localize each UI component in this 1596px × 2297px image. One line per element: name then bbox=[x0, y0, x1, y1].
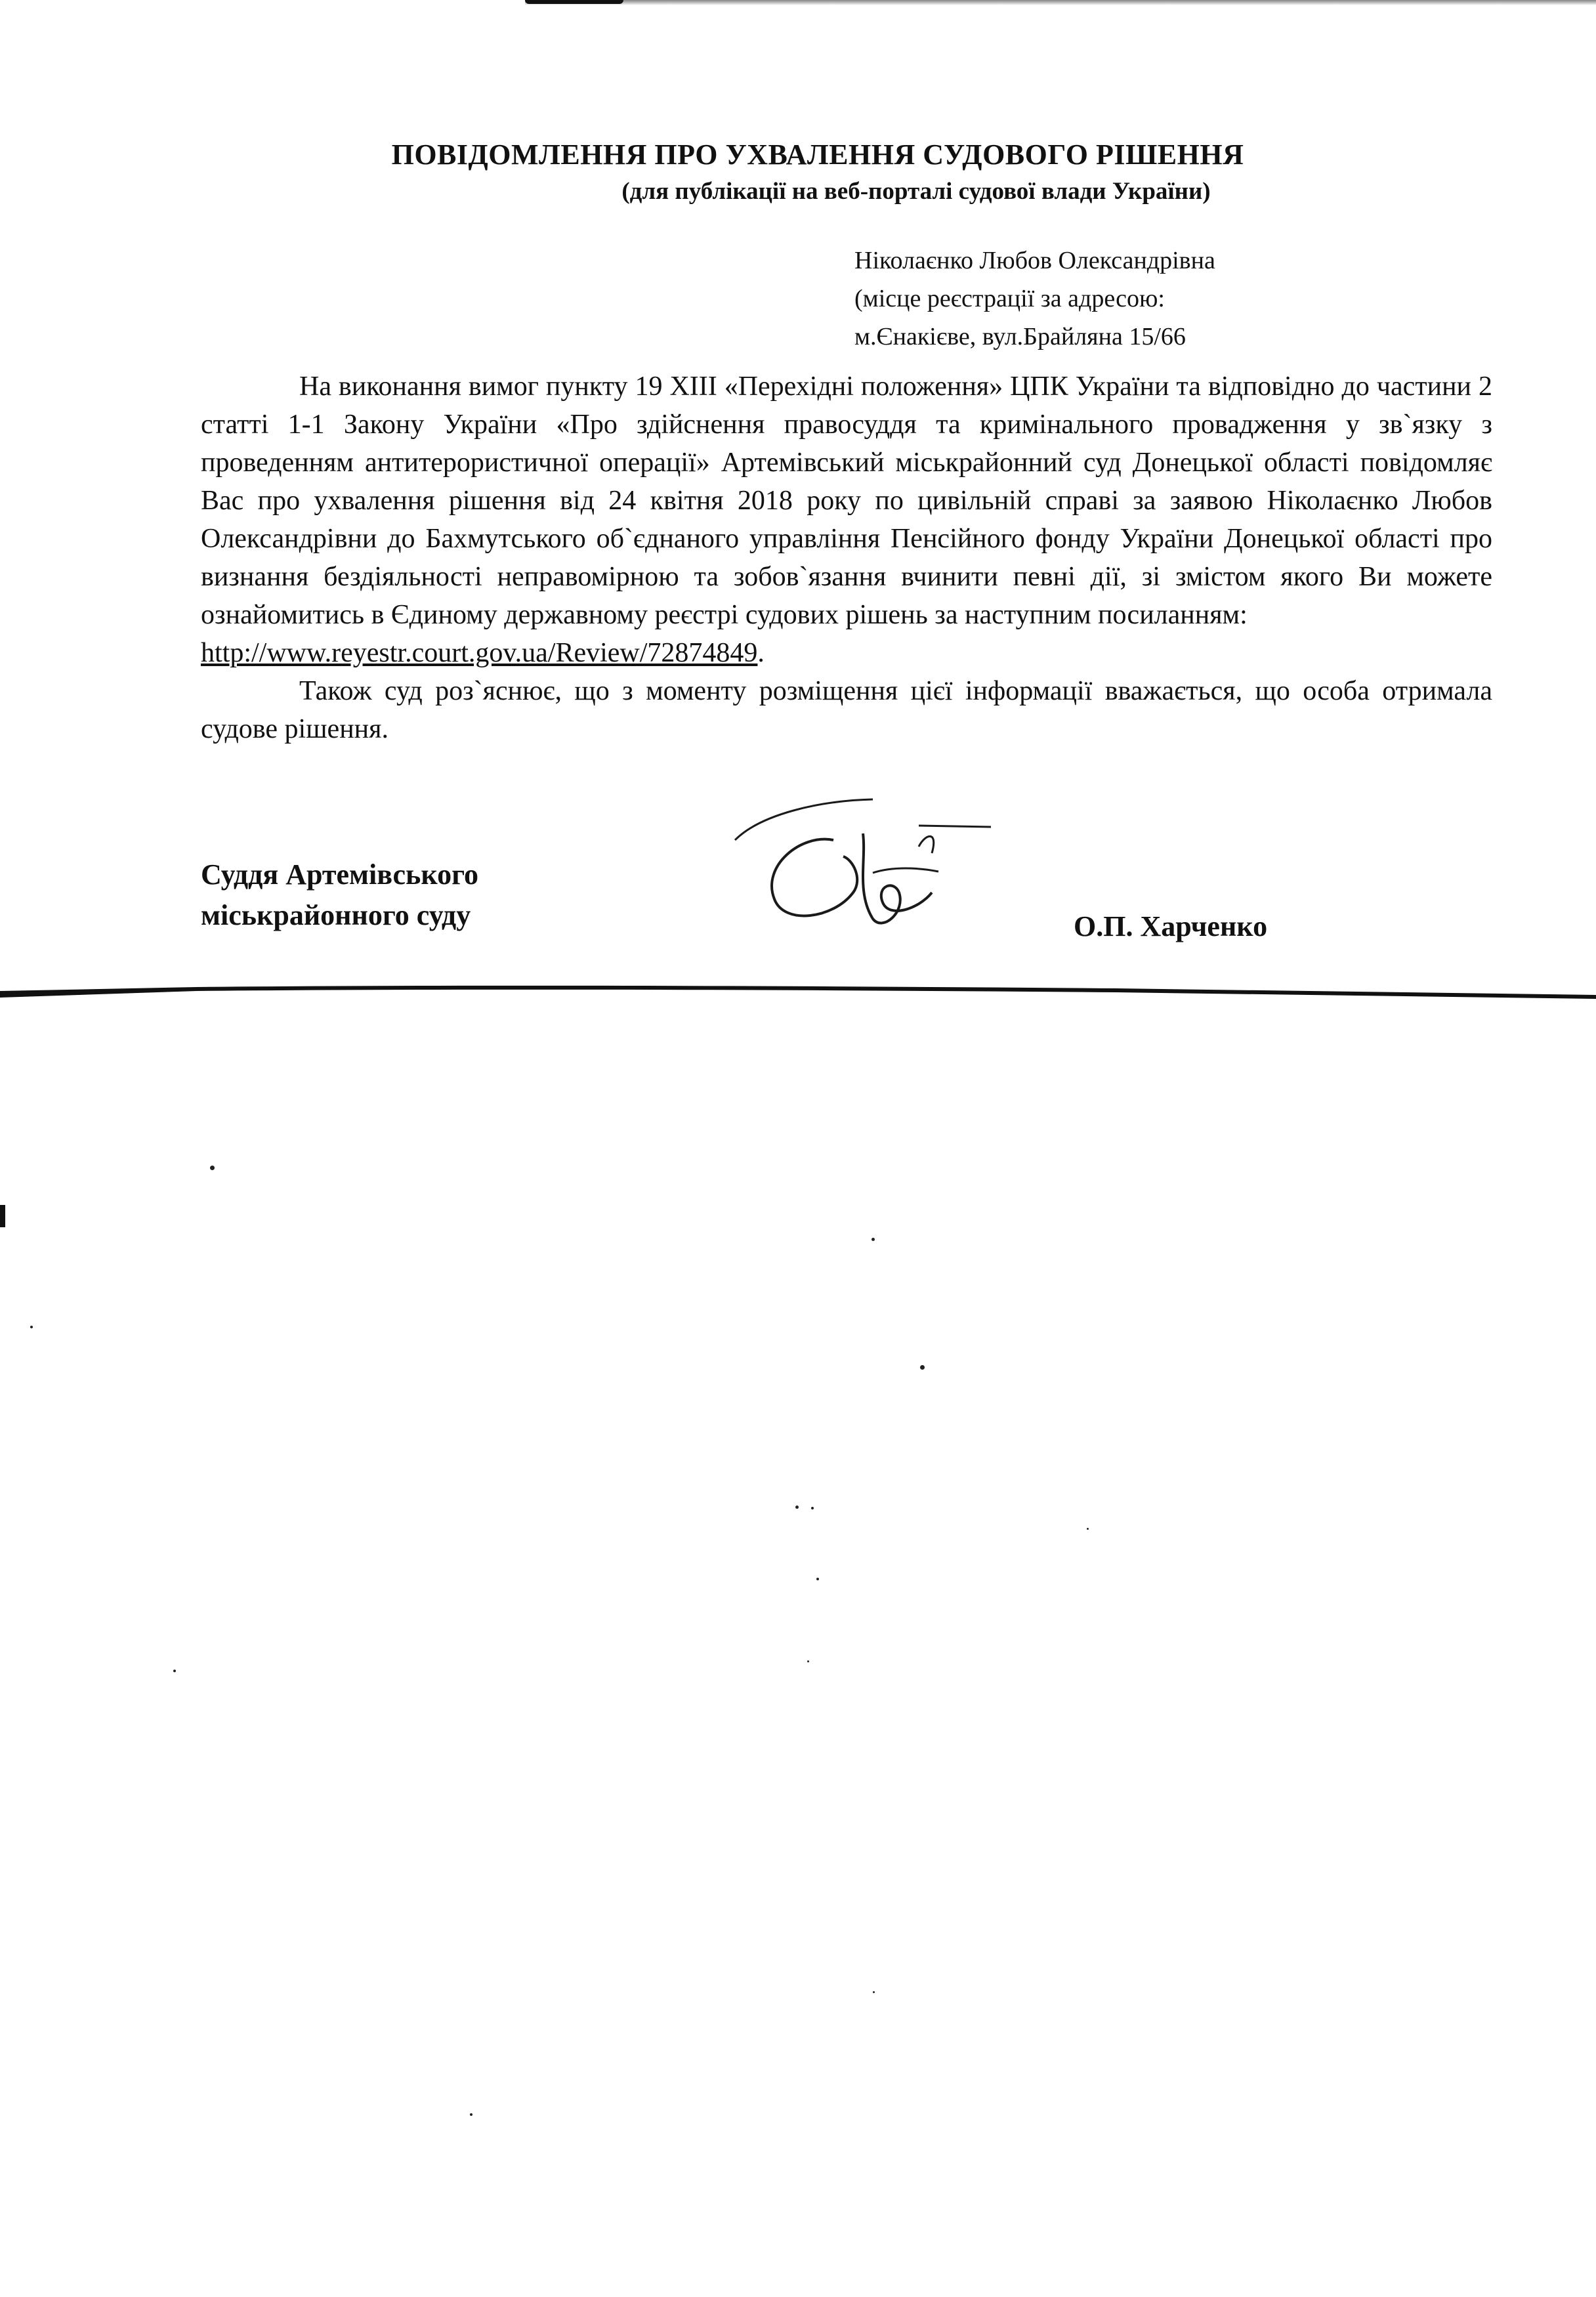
judge-signature-block bbox=[201, 854, 478, 936]
judge-title-line-1: Суддя Артемівського bbox=[201, 858, 478, 891]
body-paragraph-1 bbox=[201, 368, 1492, 672]
handwritten-signature bbox=[722, 794, 998, 952]
scan-speck bbox=[173, 1670, 176, 1672]
document-title: ПОВІДОМЛЕННЯ ПРО УХВАЛЕННЯ СУДОВОГО РІШЕННЯ bbox=[391, 138, 1244, 171]
scan-speck bbox=[872, 1238, 875, 1241]
page-fold-line bbox=[0, 971, 1596, 1011]
link-suffix: . bbox=[757, 638, 765, 668]
scan-speck bbox=[795, 1506, 799, 1509]
judge-title-line-2: міськрайонного суду bbox=[201, 899, 471, 931]
scan-speck bbox=[816, 1578, 819, 1580]
scan-speck bbox=[920, 1365, 925, 1370]
paragraph-1-text: На виконання вимог пункту 19 ХІІІ «Перехідні положення» ЦПК України та відповідно до частини 2 статті 1-1 Закону України «Про здійснення правосуддя та кримінального провадження у зв`язку з проведенням антитерористичної операції» Артемівський міськрайонний суд Донецької області повідомляє Вас про ухвалення рішення від 24 квітня 2018 року по цивільній справі за заявою Ніколаєнко Любов Олександрівни до Бахмутського об`єднаного управління Пенсійного фонду України Донецької області про визнання бездіяльності неправомірною та зобов`язання вчинити певні дії, зі змістом якого Ви можете ознайомитись в Єдиному державному реєстрі судових рішень за наступним посиланням: bbox=[201, 371, 1492, 630]
court-register-link[interactable]: http://www.reyestr.court.gov.ua/Review/72874849 bbox=[201, 638, 758, 668]
scan-top-mark bbox=[525, 0, 623, 4]
scan-speck bbox=[210, 1166, 215, 1170]
addressee-name: Ніколаєнко Любов Олександрівна bbox=[854, 247, 1215, 274]
scan-top-edge bbox=[525, 0, 1596, 5]
body-paragraph-2: Також суд роз`яснює, що з моменту розміщення цієї інформації вважається, що особа отримала судове рішення. bbox=[201, 676, 1492, 744]
scan-edge-mark bbox=[0, 1205, 5, 1227]
scan-speck bbox=[1087, 1528, 1089, 1530]
document-body bbox=[201, 368, 1492, 748]
document-subtitle: (для публікації на веб-порталі судової влади України) bbox=[621, 178, 1211, 205]
scan-speck bbox=[873, 1991, 875, 1993]
scan-speck bbox=[807, 1660, 809, 1662]
scan-speck bbox=[811, 1507, 814, 1509]
scan-speck bbox=[470, 2113, 472, 2116]
addressee-block bbox=[854, 242, 1215, 356]
judge-name: О.П. Харченко bbox=[1074, 910, 1268, 942]
scan-speck bbox=[30, 1326, 33, 1328]
addressee-address: м.Єнакієве, вул.Брайляна 15/66 bbox=[854, 323, 1186, 350]
addressee-registration-label: (місце реєстрації за адресою: bbox=[854, 285, 1165, 312]
